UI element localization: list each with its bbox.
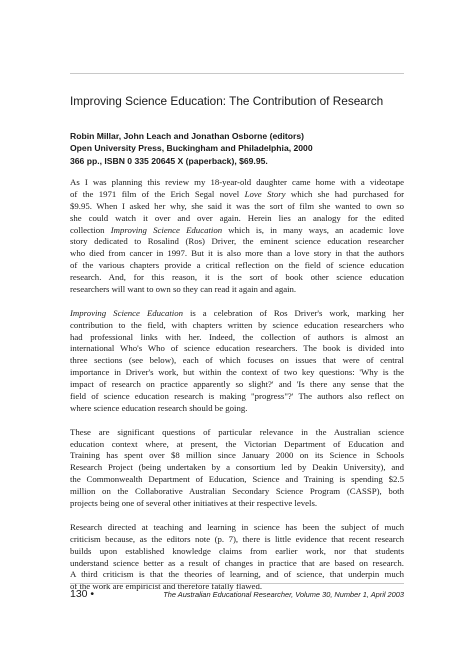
body-paragraph xyxy=(70,427,404,510)
text-line: projects being one of several other initiatives at their respective levels. xyxy=(70,498,318,509)
text-line: importance in Driver's work, but within the context of two key questions: 'Why is the xyxy=(70,367,404,378)
footer-rule xyxy=(70,583,404,584)
journal-citation: The Australian Educational Researcher, Volume 30, Number 1, April 2003 xyxy=(163,590,404,599)
text-line: collection Improving Science Education which is, in many ways, an academic love xyxy=(70,224,404,235)
text-line: Training has spent over $8 million since January 2000 on its Science in Schools xyxy=(70,450,404,461)
text-line: of the 1971 film of the Erich Segal novel Love Story which she had purchased for xyxy=(70,188,404,199)
text-line: research. And, for this reason, it is the sort of book other science education xyxy=(70,272,404,283)
review-title: Improving Science Education: The Contribution of Research xyxy=(70,94,384,108)
text-line: of the various chapters provide a critical reflection on the field of science education xyxy=(70,260,404,271)
review-body xyxy=(70,177,404,605)
text-line: $9.95. When I asked her why, she said it was the sort of film she wanted to own so xyxy=(70,200,404,211)
text-line: million on the Collaborative Australian Secondary Science Program (CASSP), both xyxy=(70,486,404,497)
body-paragraph xyxy=(70,177,404,296)
bibliographic-details xyxy=(70,130,404,167)
text-line: builds upon established knowledge claims from earlier work, nor that students xyxy=(70,545,404,556)
text-line: A third criticism is that the theories of learning, and of science, that underpin much xyxy=(70,569,404,580)
text-line: Improving Science Education is a celebration of Ros Driver's work, marking her xyxy=(70,307,404,318)
text-line: researchers will want to own so they can read it again and again. xyxy=(70,284,297,295)
text-line: Research directed at teaching and learning in science has been the subject of much xyxy=(70,521,404,532)
page-number: 130 • xyxy=(70,588,95,600)
text-line: where science education research should be going. xyxy=(70,402,248,413)
text-line: education context where, at present, the Victorian Department of Education and xyxy=(70,438,404,449)
text-line: story dedicated to Rosalind (Ros) Driver, the eminent science education researcher xyxy=(70,236,404,247)
text-line: of the work are empiricist and therefore fatally flawed. xyxy=(70,581,263,592)
text-line: international Who's Who of science education researchers. The book is divided into xyxy=(70,343,404,354)
page-footer xyxy=(70,587,404,601)
book-publisher: Open University Press, Buckingham and Philadelphia, 2000 xyxy=(70,143,313,154)
text-line: Research Project (being undertaken by a consortium led by Deakin University), and xyxy=(70,462,404,473)
text-line: she could watch it over and over again. Herein lies an analogy for the edited xyxy=(70,212,404,223)
body-paragraph xyxy=(70,308,404,415)
text-line: who died from cancer in 1997. But it is also more than a love story in that the authors xyxy=(70,248,404,259)
text-line: the Commonwealth Department of Education, Science and Training is spending $2.5 xyxy=(70,474,404,485)
text-line: contribution to the field, with chapters written by science education researchers who xyxy=(70,319,404,330)
text-line: criticism because, as the editors note (p. 7), there is little evidence that recent research xyxy=(70,533,404,544)
book-isbn-price: 366 pp., ISBN 0 335 20645 X (paperback), $69.95. xyxy=(70,155,268,166)
header-rule xyxy=(70,73,404,74)
text-line: had professional links with her. Indeed, the collection of authors is almost an xyxy=(70,331,404,342)
text-line: field of science education research is making "progress"?' The authors also reflect on xyxy=(70,391,404,402)
text-line: understand science better as a result of changes in practice that are based on research. xyxy=(70,557,404,568)
text-line: These are significant questions of particular relevance in the Australian science xyxy=(70,426,404,437)
text-line: As I was planning this review my 18-year-old daughter came home with a videotape xyxy=(70,177,404,187)
text-line: impact of research on practice apparently so slight?' and 'Is there any sense that the xyxy=(70,379,404,390)
book-editors: Robin Millar, John Leach and Jonathan Osborne (editors) xyxy=(70,131,304,141)
text-line: three sections (see below), each of which focuses on issues that were of central xyxy=(70,355,404,366)
